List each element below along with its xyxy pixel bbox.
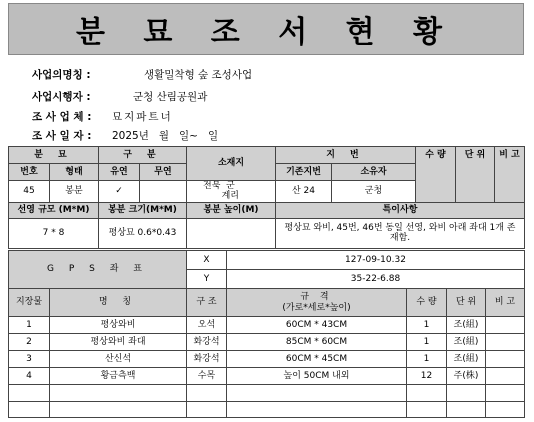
header-gubun: 구 분 [99,147,187,164]
header-existing-jibeon: 기존지번 [276,164,332,181]
item-qty: 1 [407,334,447,351]
item-name: 황금측백 [50,368,187,385]
table-row [9,317,525,334]
header-structure: 구 조 [187,289,227,317]
gps-x-label: X [187,251,227,270]
info-label: 조 사 일 자 : [32,130,92,142]
item-unit: 조(組) [447,351,486,368]
item-name: 산신석 [50,351,187,368]
gps-y-label: Y [187,270,227,289]
header-owner: 소유자 [332,164,416,181]
info-value: 군청 산림공원과 [133,91,208,103]
header-bunmyo: 분 묘 [9,147,99,164]
header-note: 비 고 [495,147,525,203]
spec-mound-size: 평상묘 0.6*0.43 [99,218,187,248]
spec-title: 규 격 [300,292,333,303]
gps-table [8,250,525,289]
header-location: 소재지 [187,147,276,181]
spec-mound-height [187,218,276,248]
header-item: 지장물 [9,289,50,317]
grave-owner: 군청 [332,181,416,203]
header-name: 명 칭 [50,289,187,317]
item-name: 평상와비 좌대 [50,334,187,351]
grave-table [8,146,525,249]
header-number: 번호 [9,164,50,181]
item-spec: 높이 50CM 내외 [227,368,407,385]
info-executor [32,89,208,104]
info-label: 사업의명칭 : [32,69,91,81]
item-no: 1 [9,317,50,334]
header-mound-size: 봉분 크기(M*M) [99,202,187,218]
item-qty: 1 [407,351,447,368]
item-note [486,334,525,351]
header-mound-height: 봉분 높이(M) [187,202,276,218]
header-scale: 선영 규모 (M*M) [9,202,99,218]
gps-x-value: 127-09-10.32 [227,251,525,270]
item-qty: 1 [407,317,447,334]
spec-subtitle: (가로*세로*높이) [282,302,351,313]
item-unit: 주(株) [447,368,486,385]
info-date [32,128,219,143]
header-mu: 무연 [140,164,187,181]
grave-mu-check [140,181,187,203]
item-spec: 60CM * 43CM [227,317,407,334]
location-top: 전북 군 [203,181,235,191]
header-qty: 수 량 [416,147,456,203]
header-spec [227,289,407,317]
item-structure: 오석 [187,317,227,334]
items-table [8,288,525,418]
item-structure: 화강석 [187,351,227,368]
header-qty: 수 량 [407,289,447,317]
page-title: 분 묘 조 서 현 황 [8,3,524,55]
grave-location [187,181,276,203]
table-row [9,351,525,368]
item-note [486,317,525,334]
item-note [486,351,525,368]
header-jibeon: 지 번 [276,147,416,164]
info-project-name [32,67,253,82]
grave-existing-jibeon: 산 24 [276,181,332,203]
spec-special: 평상묘 와비, 45번, 46번 동일 선영, 와비 아래 좌대 1개 존재함. [276,218,525,248]
info-company [32,109,173,124]
table-row-empty [9,402,525,418]
table-row [9,334,525,351]
item-no: 3 [9,351,50,368]
item-unit: 조(組) [447,334,486,351]
item-structure: 화강석 [187,334,227,351]
header-note: 비 고 [486,289,525,317]
header-special: 특이사항 [276,202,525,218]
spec-scale: 7 * 8 [9,218,99,248]
table-row-empty [9,385,525,402]
info-label: 사업시행자 : [32,91,91,103]
info-label: 조 사 업 체 : [32,111,92,123]
grave-number: 45 [9,181,50,203]
item-no: 4 [9,368,50,385]
item-no: 2 [9,334,50,351]
table-row [9,368,525,385]
item-unit: 조(組) [447,317,486,334]
header-unit: 단 위 [447,289,486,317]
gps-y-value: 35-22-6.88 [227,270,525,289]
item-spec: 60CM * 45CM [227,351,407,368]
header-shape: 형태 [50,164,99,181]
item-structure: 수목 [187,368,227,385]
grave-yu-check: ✓ [99,181,140,203]
location-bottom: 계리 [221,191,239,202]
grave-shape: 봉분 [50,181,99,203]
item-spec: 85CM * 60CM [227,334,407,351]
header-unit: 단 위 [456,147,495,203]
gps-label: G P S 좌 표 [9,251,187,289]
info-value: 2025년 월 일~ 일 [112,130,219,142]
item-qty: 12 [407,368,447,385]
info-value: 묘지파트너 [112,111,173,123]
item-name: 평상와비 [50,317,187,334]
item-note [486,368,525,385]
header-yu: 유연 [99,164,140,181]
info-value: 생활밀착형 숲 조성사업 [144,69,253,81]
